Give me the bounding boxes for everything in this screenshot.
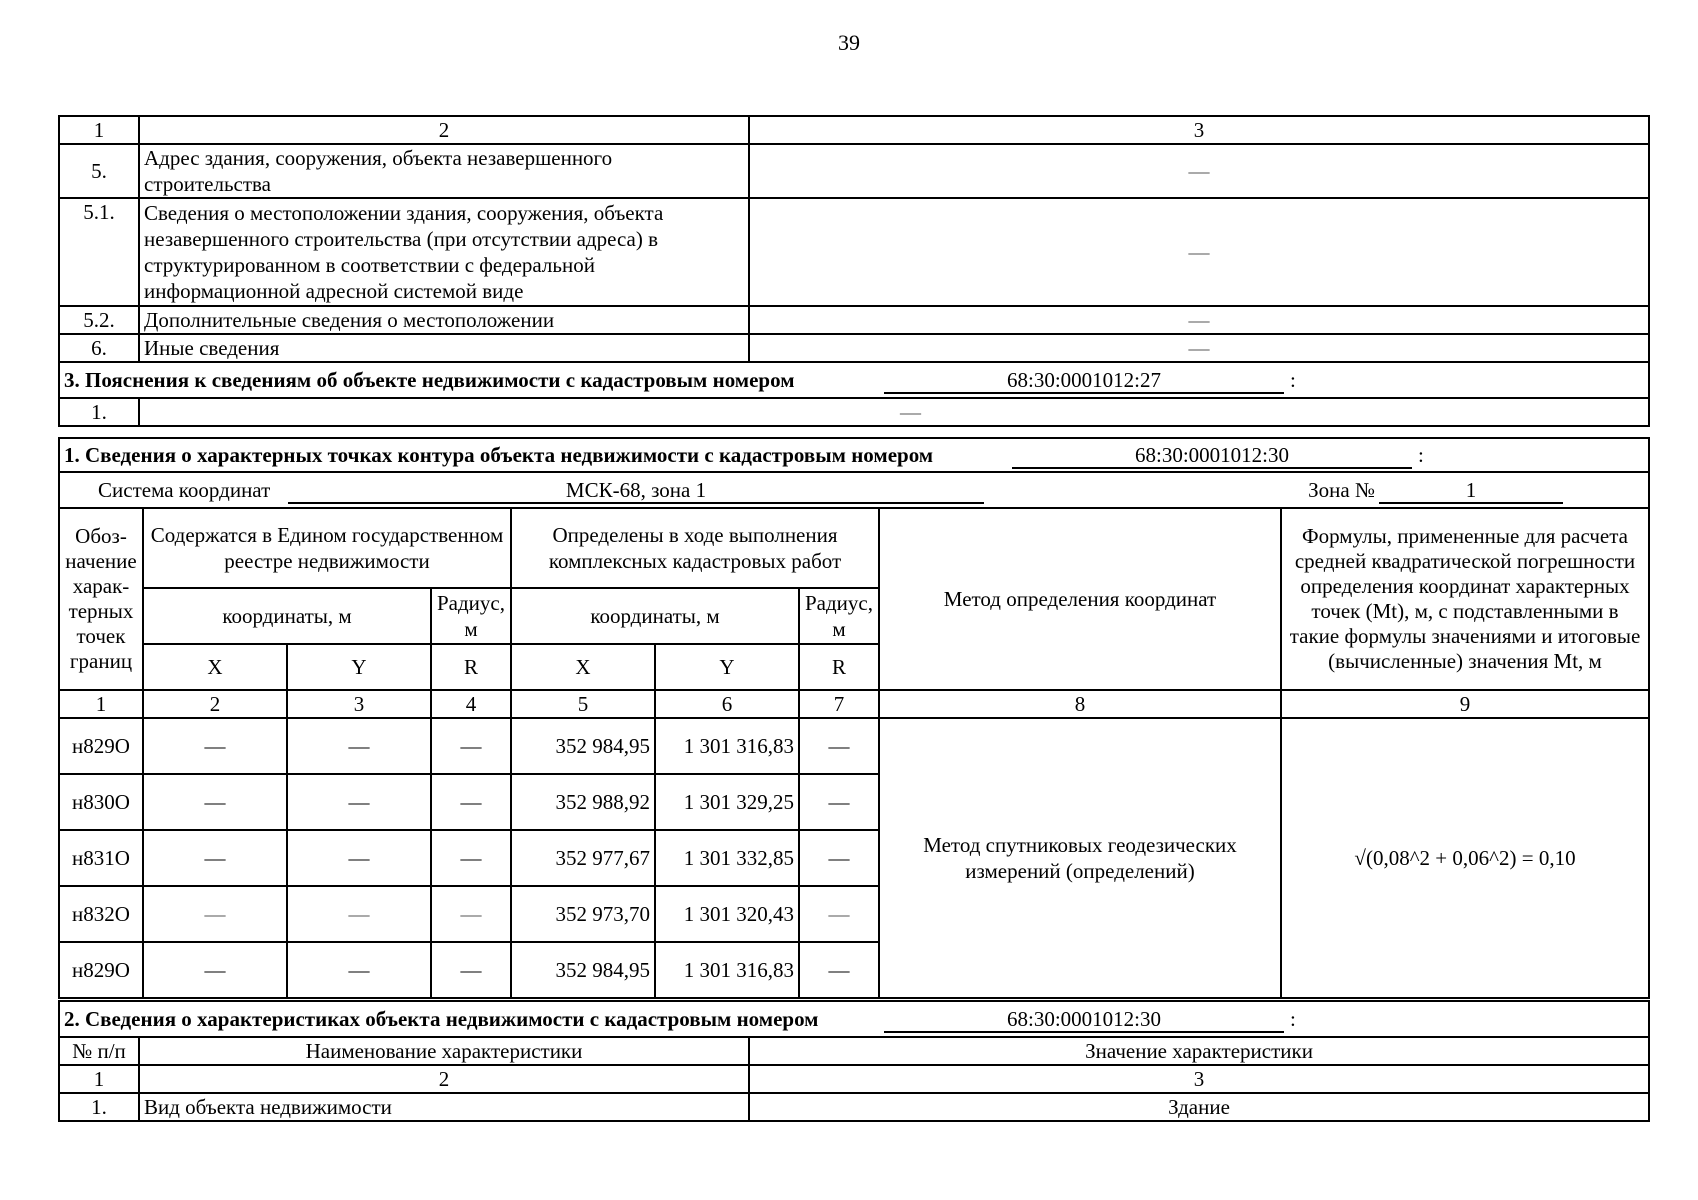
header-radius-egrn: Радиус, м: [431, 588, 511, 644]
point-x-egrn: —: [143, 942, 287, 998]
header-r-egrn: R: [431, 644, 511, 690]
point-y-egrn: —: [287, 718, 431, 774]
table-row: [59, 198, 1649, 306]
table-row: [59, 398, 1649, 426]
point-x-kkr: 352 977,67: [511, 830, 655, 886]
col-header-2: 2: [139, 116, 749, 144]
point-x-kkr: 352 984,95: [511, 942, 655, 998]
row-number: 5.1.: [59, 198, 139, 306]
point-name: н829О: [59, 942, 143, 998]
row-number: 5.2.: [59, 306, 139, 334]
section1-cadastral-number: 68:30:0001012:30: [1012, 443, 1412, 469]
col-number: 2: [139, 1065, 749, 1093]
section3-title-row: [59, 362, 1649, 398]
col-number: 5: [511, 690, 655, 718]
section1-title-row: [59, 438, 1649, 472]
table-row: [59, 306, 1649, 334]
coord-system-label: Система координат: [98, 477, 271, 502]
header-x-egrn: X: [143, 644, 287, 690]
header-kkr: Определены в ходе выполнения комплексных кадастровых работ: [511, 508, 879, 588]
header-r-kkr: R: [799, 644, 879, 690]
points-col-numbers-row: [59, 690, 1649, 718]
section3-colon: :: [1290, 367, 1296, 392]
top-table: [58, 115, 1650, 427]
header-y-kkr: Y: [655, 644, 799, 690]
section2-header-row: [59, 1037, 1649, 1065]
col-number: 3: [287, 690, 431, 718]
page-number: 39: [838, 30, 860, 55]
row-name: Адрес здания, сооружения, объекта незавершенного строительства: [139, 144, 749, 198]
col-number: 9: [1281, 690, 1649, 718]
point-x-kkr: 352 984,95: [511, 718, 655, 774]
col-number: 8: [879, 690, 1281, 718]
point-y-egrn: —: [287, 886, 431, 942]
section2-cadastral-number: 68:30:0001012:30: [884, 1007, 1284, 1033]
table-row: [59, 1093, 1649, 1121]
row-value: —: [749, 306, 1649, 334]
header-characteristic-name: Наименование характеристики: [139, 1037, 749, 1065]
col-number: 6: [655, 690, 799, 718]
points-header-row-1: [59, 508, 1649, 588]
top-table-header-row: [59, 116, 1649, 144]
section2-col-numbers-row: [59, 1065, 1649, 1093]
table-row: [59, 144, 1649, 198]
row-name: Вид объекта недвижимости: [139, 1093, 749, 1121]
point-name: н831О: [59, 830, 143, 886]
col-header-3: 3: [749, 116, 1649, 144]
point-r-egrn: —: [431, 942, 511, 998]
header-y-egrn: Y: [287, 644, 431, 690]
point-r-egrn: —: [431, 886, 511, 942]
point-r-kkr: —: [799, 942, 879, 998]
point-y-egrn: —: [287, 830, 431, 886]
col-number: 1: [59, 690, 143, 718]
section3-title: 3. Пояснения к сведениям об объекте недвижимости с кадастровым номером: [64, 367, 795, 392]
row-number: 1.: [59, 398, 139, 426]
point-y-egrn: —: [287, 942, 431, 998]
point-r-kkr: —: [799, 718, 879, 774]
col-number: 1: [59, 1065, 139, 1093]
point-y-kkr: 1 301 332,85: [655, 830, 799, 886]
point-name: н830О: [59, 774, 143, 830]
point-r-kkr: —: [799, 830, 879, 886]
characteristics-table: [58, 1000, 1650, 1122]
header-radius-kkr: Радиус, м: [799, 588, 879, 644]
point-r-egrn: —: [431, 718, 511, 774]
point-r-kkr: —: [799, 886, 879, 942]
row-name: Дополнительные сведения о местоположении: [139, 306, 749, 334]
point-y-kkr: 1 301 316,83: [655, 942, 799, 998]
header-characteristic-value: Значение характеристики: [749, 1037, 1649, 1065]
header-number: № п/п: [59, 1037, 139, 1065]
header-coords-kkr: координаты, м: [511, 588, 799, 644]
zone-value: 1: [1379, 478, 1563, 504]
header-formula: Формулы, примененные для расчета средней квадратической погрешности определения координат характерных точек (Mt), м, с подставленными в такие формулы значениями и итоговые (вычисленные) значения Mt, м: [1281, 508, 1649, 690]
point-x-egrn: —: [143, 886, 287, 942]
coord-system-value: МСК-68, зона 1: [288, 478, 984, 504]
row-value: —: [749, 198, 1649, 306]
zone-label: Зона №: [1308, 477, 1375, 502]
header-egrn: Содержатся в Едином государственном реестре недвижимости: [143, 508, 511, 588]
point-name: н829О: [59, 718, 143, 774]
section1-colon: :: [1418, 442, 1424, 467]
row-number: 6.: [59, 334, 139, 362]
row-value: —: [749, 144, 1649, 198]
point-name: н832О: [59, 886, 143, 942]
row-name: Сведения о местоположении здания, сооружения, объекта незавершенного строительства (при отсутствии адреса) в структурированном в соответствии с федеральной информационной адресной системой виде: [139, 198, 749, 306]
row-name: Иные сведения: [139, 334, 749, 362]
point-y-kkr: 1 301 320,43: [655, 886, 799, 942]
method-value: Метод спутниковых геодезических измерений (определений): [879, 718, 1281, 998]
row-number: 1.: [59, 1093, 139, 1121]
row-value: Здание: [749, 1093, 1649, 1121]
row-number: 5.: [59, 144, 139, 198]
section2-colon: :: [1290, 1006, 1296, 1031]
header-point-designation: Обоз-начение харак-терных точек границ: [59, 508, 143, 690]
point-r-kkr: —: [799, 774, 879, 830]
table-row: [59, 334, 1649, 362]
col-header-1: 1: [59, 116, 139, 144]
table-row: [59, 718, 1649, 774]
point-r-egrn: —: [431, 774, 511, 830]
point-y-kkr: 1 301 316,83: [655, 718, 799, 774]
header-x-kkr: X: [511, 644, 655, 690]
point-x-kkr: 352 973,70: [511, 886, 655, 942]
section2-title: 2. Сведения о характеристиках объекта недвижимости с кадастровым номером: [64, 1006, 819, 1031]
header-method: Метод определения координат: [879, 508, 1281, 690]
section2-title-row: [59, 1001, 1649, 1037]
header-coords-egrn: координаты, м: [143, 588, 431, 644]
coord-system-row: [59, 472, 1649, 508]
row-value: —: [749, 334, 1649, 362]
section3-cadastral-number: 68:30:0001012:27: [884, 368, 1284, 394]
section1-title: 1. Сведения о характерных точках контура объекта недвижимости с кадастровым номером: [64, 442, 934, 467]
col-number: 2: [143, 690, 287, 718]
point-r-egrn: —: [431, 830, 511, 886]
formula-value: √(0,08^2 + 0,06^2) = 0,10: [1281, 718, 1649, 998]
point-x-kkr: 352 988,92: [511, 774, 655, 830]
row-value: —: [139, 398, 1649, 426]
point-x-egrn: —: [143, 718, 287, 774]
point-x-egrn: —: [143, 774, 287, 830]
point-x-egrn: —: [143, 830, 287, 886]
col-number: 3: [749, 1065, 1649, 1093]
point-y-kkr: 1 301 329,25: [655, 774, 799, 830]
point-y-egrn: —: [287, 774, 431, 830]
points-table: [58, 437, 1650, 999]
col-number: 4: [431, 690, 511, 718]
col-number: 7: [799, 690, 879, 718]
